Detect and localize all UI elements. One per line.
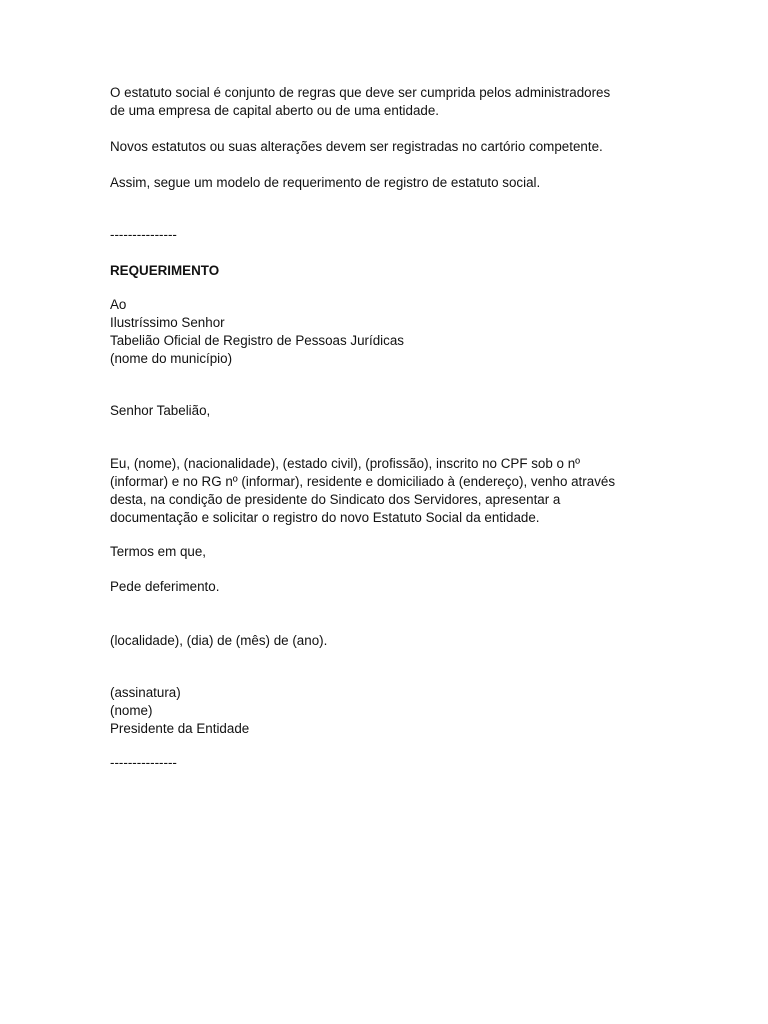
addressee-block: Ao Ilustríssimo Senhor Tabelião Oficial de Registro de Pessoas Jurídicas (nome do município) <box>110 297 404 366</box>
closing-terms: Termos em que, <box>110 544 207 559</box>
salutation: Senhor Tabelião, <box>110 403 211 418</box>
place-date-line: (localidade), (dia) de (mês) de (ano). <box>110 633 328 648</box>
separator-top: --------------- <box>110 227 177 242</box>
request-body: Eu, (nome), (nacionalidade), (estado civil), (profissão), inscrito no CPF sob o nº (informar) e no RG nº (informar), residente e domiciliado à (endereço), venho através desta, na condição de presidente do Sindicato dos Servidores, apresentar a documentação e solicitar o registro do novo Estatuto Social da entidade. <box>110 456 616 525</box>
intro-paragraph-2: Novos estatutos ou suas alterações devem ser registradas no cartório competente. <box>110 139 603 154</box>
intro-paragraph-1: O estatuto social é conjunto de regras que deve ser cumprida pelos administradores de uma empresa de capital aberto ou de uma entidade. <box>110 85 611 118</box>
document-title: REQUERIMENTO <box>110 263 220 278</box>
separator-bottom: --------------- <box>110 755 177 770</box>
signature-block: (assinatura) (nome) Presidente da Entidade <box>110 685 250 736</box>
closing-request: Pede deferimento. <box>110 579 220 594</box>
intro-paragraph-3: Assim, segue um modelo de requerimento de registro de estatuto social. <box>110 175 541 190</box>
